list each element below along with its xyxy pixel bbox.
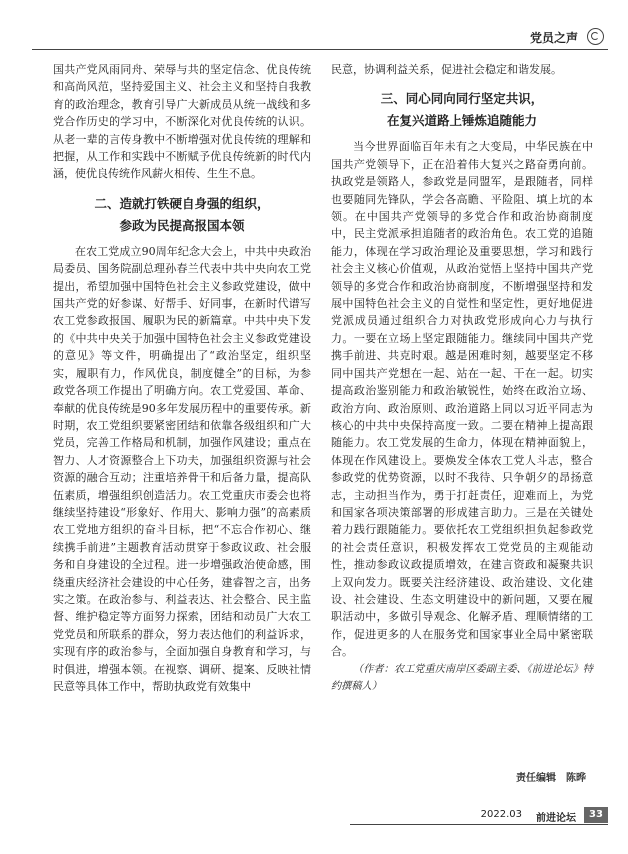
section-title: 党员之声 bbox=[529, 31, 578, 45]
page-number: 33 bbox=[584, 807, 608, 823]
section-heading bbox=[53, 193, 311, 237]
right-column bbox=[331, 61, 593, 695]
page-footer bbox=[350, 808, 608, 825]
paragraph: 国共产党风雨同舟、荣辱与共的坚定信念、优良传统和高尚风范，坚持爱国主义、社会主义和坚持自我教育的政治理念，教育引导广大新成员从统一战线和多党合作历史的学习中，不断深化对优良传统的认识。从老一辈的言传身教中不断增强对优良传统的理解和把握，从工作和实践中不断赋予优良传统新的时代内涵，使优良传统作风薪火相传、生生不息。 bbox=[53, 63, 311, 181]
issue-date: 2022.03 bbox=[480, 809, 522, 820]
responsible-editor: 责任编辑 陈晔 bbox=[516, 773, 586, 784]
section-heading bbox=[331, 88, 593, 132]
heading-line: 在复兴道路上锤炼追随能力 bbox=[386, 113, 537, 129]
paragraph: 民意，协调利益关系，促进社会稳定和谐发展。 bbox=[331, 63, 562, 76]
heading-line: 参政为民提高报国本领 bbox=[119, 217, 245, 233]
heading-line: 二、造就打铁硬自身强的组织， bbox=[94, 195, 270, 211]
page-header bbox=[32, 27, 608, 50]
left-column bbox=[53, 61, 311, 695]
author-credit: （作者：农工党重庆南岸区委副主委、《前进论坛》特约撰稿人） bbox=[331, 663, 593, 692]
magazine-name: 前进论坛 bbox=[536, 813, 576, 824]
paragraph: 在农工党成立90周年纪念大会上，中共中央政治局委员、国务院副总理孙春兰代表中共中央向农工党提出，希望加强中国特色社会主义参政党建设，做中国共产党的好参谋、好帮手、好同事，在新时代谱写农工党参政报国、履职为民的新篇章。中共中央下发的《中共中央关于加强中国特色社会主义参政党建设的意见》等文件，明确提出了“政治坚定，组织坚实，履职有力，作风优良，制度健全”的目标，为参政党各项工作提出了明确方向。农工党爱国、革命、奉献的优良传统是90多年发展历程中的重要传承。新时期，农工党组织要紧密团结和依靠各级组织和广大党员，完善工作格局和机制，加强作风建设；重点在智力、人才资源整合上下功夫，加强组织资源与社会资源的融合互动；注重培养骨干和后备力量，提高队伍素质，增强组织创造活力。农工党重庆市委会也将继续坚持建设“形象好、作用大、影响力强”的高素质农工党地方组织的奋斗目标，把“不忘合作初心、继续携手前进”主题教育活动贯穿于参政议政、社会服务和自身建设的全过程。进一步增强政治使命感，围绕重庆经济社会建设的中心任务，建睿智之言，出务实之策。在政治参与、利益表达、社会整合、民主监督、维护稳定等方面努力探索，团结和动员广大农工党党员和所联系的群众，努力表达他们的利益诉求，实现有序的政治参与，全面加强自身教育和学习，与时俱进，增强本领。在视察、调研、提案、反映社情民意等具体工作中，帮助执政党有效集中 bbox=[53, 244, 311, 693]
paragraph: 当今世界面临百年未有之大变局，中华民族在中国共产党领导下，正在沿着伟大复兴之路奋勇向前。执政党是领路人，参政党是同盟军，是跟随者，同样也要随同先锋队，学会各高瞻、平险阻、填上坑的本领。在中国共产党领导的多党合作和政治协商制度中，民主党派承担追随者的政治角色。农工党的追随能力，体现在学习政治理论及重要思想，学习和践行社会主义核心价值观，从政治觉悟上坚持中国共产党领导的多党合作和政治协商制度，不断增强坚持和发展中国特色社会主义的自觉性和坚定性，更好地促进党派成员通过组织合力对执政党形成向心力与执行力。一要在立场上坚定跟随能力。继续同中国共产党携手前进、共克时艰。越是困难时刻，越要坚定不移同中国共产党想在一起、站在一起、干在一起。切实提高政治鉴别能力和政治敏锐性，始终在政治立场、政治方向、政治原则、政治道路上同以习近平同志为核心的中共中央保持高度一致。二要在精神上提高跟随能力。农工党发展的生命力，体现在精神面貌上，体现在作风建设上。要焕发全体农工党人斗志，整合参政党的优势资源，以时不我待、只争朝夕的昂扬意志，主动担当作为，勇于打赶责任，迎难而上，为党和国家各项决策部署的形成建言助力。三是在关键处着力践行跟随能力。要依托农工党组织担负起参政党的社会责任意识，积极发挥农工党党员的主观能动性，推动参政议政提质增效，在建言资政和凝聚共识上双向发力。既要关注经济建设、政治建设、文化建设、社会建设、生态文明建设中的新问题，又要在履职活动中，多做引导观念、化解矛盾、理顺情绪的工作，促进更多的人在服务党和国家事业全局中紧密联合。 bbox=[331, 140, 593, 659]
heading-line: 三、同心同向同行坚定共识， bbox=[380, 91, 544, 107]
circle-logo-icon bbox=[587, 28, 604, 45]
